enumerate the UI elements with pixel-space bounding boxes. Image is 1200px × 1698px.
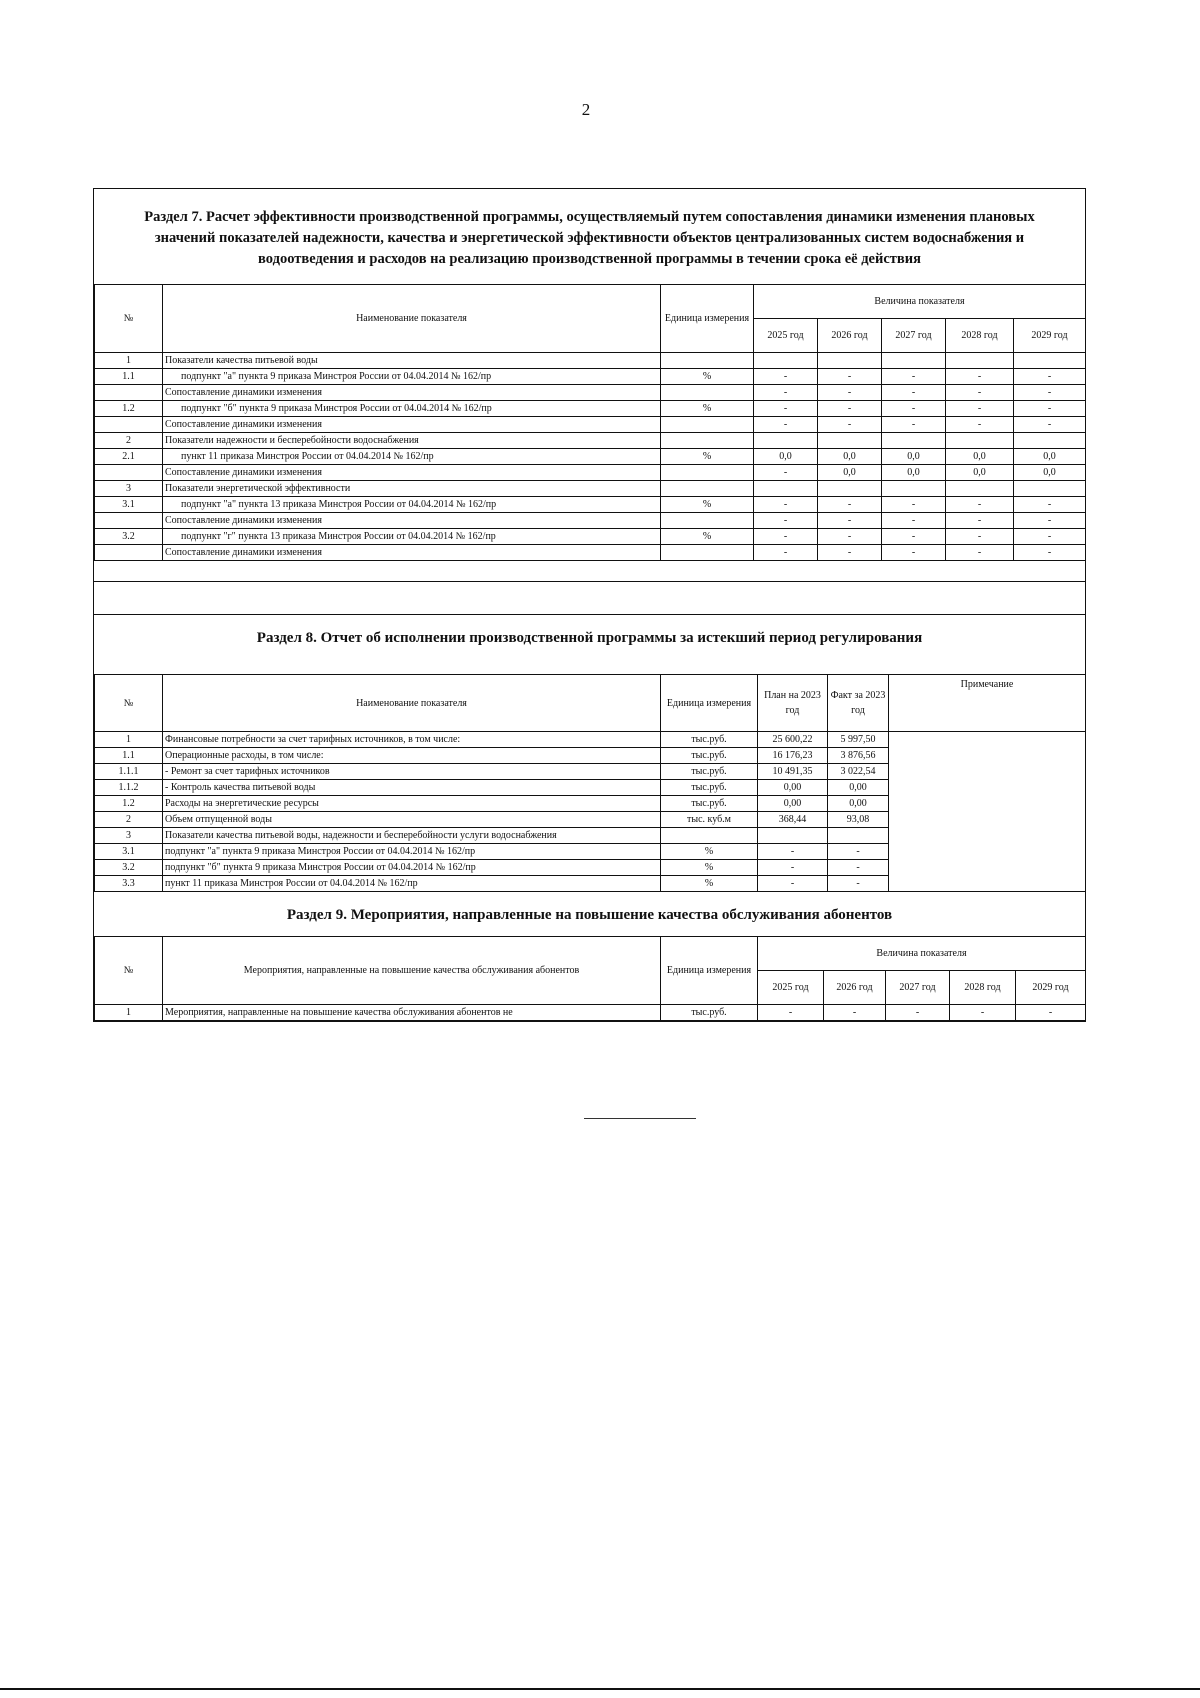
note-cell	[889, 732, 1086, 892]
year-header: 2028 год	[950, 971, 1016, 1005]
row-name: Сопоставление динамики изменения	[163, 545, 661, 561]
row-value: -	[754, 529, 818, 545]
row-unit	[661, 545, 754, 561]
row-value: -	[1014, 369, 1086, 385]
row-unit: тыс. куб.м	[661, 812, 758, 828]
table-row	[95, 433, 1086, 449]
table-row	[95, 449, 1086, 465]
row-value: -	[882, 497, 946, 513]
row-fact: -	[828, 860, 889, 876]
row-value: -	[818, 369, 882, 385]
row-value: -	[946, 513, 1014, 529]
col-name-header: Наименование показателя	[163, 285, 661, 353]
row-unit	[661, 828, 758, 844]
row-unit: %	[661, 844, 758, 860]
col-note-header: Примечание	[889, 675, 1086, 732]
section8-table	[94, 674, 1086, 892]
row-number: 3	[95, 481, 163, 497]
col-num-header: №	[95, 285, 163, 353]
row-unit: тыс.руб.	[661, 764, 758, 780]
page-bottom-rule	[0, 1688, 1200, 1690]
row-number	[95, 385, 163, 401]
row-unit	[661, 433, 754, 449]
row-name: Сопоставление динамики изменения	[163, 417, 661, 433]
row-fact: 93,08	[828, 812, 889, 828]
row-number: 3.3	[95, 876, 163, 892]
row-name: Объем отпущенной воды	[163, 812, 661, 828]
row-value: -	[754, 369, 818, 385]
row-plan: -	[758, 844, 828, 860]
row-value: -	[946, 497, 1014, 513]
row-plan	[758, 828, 828, 844]
row-value: -	[882, 385, 946, 401]
row-number: 1	[95, 1005, 163, 1021]
row-fact: 0,00	[828, 796, 889, 812]
col-name-header: Наименование показателя	[163, 675, 661, 732]
row-value: -	[754, 385, 818, 401]
row-number: 1.2	[95, 401, 163, 417]
row-value	[1014, 353, 1086, 369]
row-name: Сопоставление динамики изменения	[163, 513, 661, 529]
year-header: 2026 год	[818, 319, 882, 353]
table-row	[95, 545, 1086, 561]
row-value	[818, 353, 882, 369]
row-value: -	[946, 401, 1014, 417]
row-unit: тыс.руб.	[661, 780, 758, 796]
row-name: подпункт "а" пункта 9 приказа Минстроя России от 04.04.2014 № 162/пр	[163, 369, 661, 385]
row-value	[818, 433, 882, 449]
row-value: -	[818, 513, 882, 529]
year-header: 2029 год	[1016, 971, 1086, 1005]
row-name: Показатели качества питьевой воды, надежности и бесперебойности услуги водоснабжения	[163, 828, 661, 844]
section9-title: Раздел 9. Мероприятия, направленные на повышение качества обслуживания абонентов	[286, 907, 893, 923]
row-unit	[661, 353, 754, 369]
row-value	[946, 433, 1014, 449]
table-row	[95, 369, 1086, 385]
table-row	[95, 401, 1086, 417]
row-plan: 0,00	[758, 780, 828, 796]
page-number: 2	[581, 100, 591, 119]
col-num-header: №	[95, 675, 163, 732]
row-value: -	[1014, 401, 1086, 417]
row-fact	[828, 828, 889, 844]
col-fact-header: Факт за 2023 год	[828, 675, 889, 732]
row-fact: 3 876,56	[828, 748, 889, 764]
row-value: -	[882, 545, 946, 561]
row-unit	[661, 513, 754, 529]
row-value	[754, 433, 818, 449]
row-value	[818, 481, 882, 497]
row-value: -	[882, 529, 946, 545]
row-unit	[661, 481, 754, 497]
row-value	[1014, 433, 1086, 449]
row-unit: %	[661, 369, 754, 385]
table-row	[95, 385, 1086, 401]
row-value: -	[946, 369, 1014, 385]
section7-table	[94, 284, 1086, 561]
row-name: Финансовые потребности за счет тарифных источников, в том числе:	[163, 732, 661, 748]
row-value: -	[758, 1005, 824, 1021]
row-unit: %	[661, 529, 754, 545]
row-number: 1	[95, 353, 163, 369]
row-value: -	[754, 497, 818, 513]
col-unit-header: Единица измерения	[661, 937, 758, 1005]
row-name: Показатели качества питьевой воды	[163, 353, 661, 369]
row-value: -	[1014, 529, 1086, 545]
row-fact: -	[828, 876, 889, 892]
row-value	[946, 353, 1014, 369]
row-value	[754, 353, 818, 369]
row-value: 0,0	[1014, 449, 1086, 465]
row-number: 3.2	[95, 860, 163, 876]
row-name: Мероприятия, направленные на повышение качества обслуживания абонентов не	[163, 1005, 661, 1021]
row-unit: тыс.руб.	[661, 1005, 758, 1021]
row-number	[95, 513, 163, 529]
row-value: -	[882, 513, 946, 529]
row-value: -	[754, 401, 818, 417]
row-name: подпункт "а" пункта 9 приказа Минстроя России от 04.04.2014 № 162/пр	[163, 844, 661, 860]
year-header: 2028 год	[946, 319, 1014, 353]
row-value: -	[754, 465, 818, 481]
row-value: -	[882, 401, 946, 417]
row-value: -	[754, 513, 818, 529]
row-plan: -	[758, 860, 828, 876]
row-number: 3	[95, 828, 163, 844]
row-plan: 368,44	[758, 812, 828, 828]
row-value: -	[882, 417, 946, 433]
section8-title: Раздел 8. Отчет об исполнении производственной программы за истекший период регулирования	[256, 630, 923, 646]
row-value: 0,0	[754, 449, 818, 465]
table-row	[95, 417, 1086, 433]
row-value: 0,0	[818, 465, 882, 481]
row-number: 3.1	[95, 844, 163, 860]
row-name: Расходы на энергетические ресурсы	[163, 796, 661, 812]
row-value: -	[886, 1005, 950, 1021]
row-name: - Ремонт за счет тарифных источников	[163, 764, 661, 780]
row-plan: 25 600,22	[758, 732, 828, 748]
row-number: 1	[95, 732, 163, 748]
row-value: -	[824, 1005, 886, 1021]
table-row	[95, 353, 1086, 369]
row-value	[882, 353, 946, 369]
row-number: 1.1.2	[95, 780, 163, 796]
section9-table	[94, 936, 1086, 1021]
row-value: -	[754, 545, 818, 561]
row-value: -	[1014, 417, 1086, 433]
row-number: 3.2	[95, 529, 163, 545]
col-unit-header: Единица измерения	[661, 675, 758, 732]
section7-title: Раздел 7. Расчет эффективности производственной программы, осуществляемый путем сопоставления динамики изменения плановых значений показателей надежности, качества и энергетической эффективности объектов централизованных систем водоснабжения и водоотведения и расходов на реализацию производственной программы в течении срока её действия	[144, 209, 1035, 267]
row-value: -	[950, 1005, 1016, 1021]
year-header: 2025 год	[754, 319, 818, 353]
row-value: -	[818, 529, 882, 545]
row-unit: %	[661, 876, 758, 892]
row-value: -	[946, 529, 1014, 545]
row-value: -	[946, 417, 1014, 433]
section-divider	[94, 581, 1085, 582]
col-name-header: Мероприятия, направленные на повышение качества обслуживания абонентов	[163, 937, 661, 1005]
row-name: Операционные расходы, в том числе:	[163, 748, 661, 764]
col-plan-header: План на 2023 год	[758, 675, 828, 732]
row-value: -	[946, 545, 1014, 561]
row-unit: тыс.руб.	[661, 748, 758, 764]
row-name: подпункт "а" пункта 13 приказа Минстроя России от 04.04.2014 № 162/пр	[163, 497, 661, 513]
row-value: -	[818, 385, 882, 401]
row-value: -	[1016, 1005, 1086, 1021]
row-value: 0,0	[882, 449, 946, 465]
row-fact: 0,00	[828, 780, 889, 796]
row-number: 1.2	[95, 796, 163, 812]
row-unit: тыс.руб.	[661, 732, 758, 748]
row-number: 3.1	[95, 497, 163, 513]
document-frame	[93, 188, 1086, 1022]
row-unit	[661, 385, 754, 401]
row-plan: -	[758, 876, 828, 892]
table-row	[95, 497, 1086, 513]
row-fact: 3 022,54	[828, 764, 889, 780]
row-plan: 0,00	[758, 796, 828, 812]
row-number: 1.1	[95, 369, 163, 385]
row-name: - Контроль качества питьевой воды	[163, 780, 661, 796]
row-unit: %	[661, 860, 758, 876]
year-header: 2029 год	[1014, 319, 1086, 353]
row-value: 0,0	[882, 465, 946, 481]
row-value: -	[818, 401, 882, 417]
row-plan: 16 176,23	[758, 748, 828, 764]
row-unit	[661, 417, 754, 433]
row-value: -	[946, 385, 1014, 401]
row-value	[882, 433, 946, 449]
row-value	[882, 481, 946, 497]
row-value: -	[818, 417, 882, 433]
row-number: 1.1	[95, 748, 163, 764]
row-name: Показатели энергетической эффективности	[163, 481, 661, 497]
row-number	[95, 417, 163, 433]
row-value: -	[754, 417, 818, 433]
row-unit: %	[661, 401, 754, 417]
row-value	[1014, 481, 1086, 497]
row-value: 0,0	[818, 449, 882, 465]
row-value: -	[882, 369, 946, 385]
year-header: 2025 год	[758, 971, 824, 1005]
row-value: -	[1014, 385, 1086, 401]
col-unit-header: Единица измерения	[661, 285, 754, 353]
row-number	[95, 545, 163, 561]
year-header: 2027 год	[886, 971, 950, 1005]
row-fact: -	[828, 844, 889, 860]
row-name: подпункт "б" пункта 9 приказа Минстроя России от 04.04.2014 № 162/пр	[163, 401, 661, 417]
row-name: Сопоставление динамики изменения	[163, 465, 661, 481]
table-row	[95, 513, 1086, 529]
row-value: -	[1014, 513, 1086, 529]
row-name: Показатели надежности и бесперебойности водоснабжения	[163, 433, 661, 449]
row-value: -	[818, 497, 882, 513]
row-value: 0,0	[1014, 465, 1086, 481]
col-num-header: №	[95, 937, 163, 1005]
table-row	[95, 1005, 1086, 1021]
table-row	[95, 465, 1086, 481]
row-fact: 5 997,50	[828, 732, 889, 748]
row-value: -	[818, 545, 882, 561]
row-unit: %	[661, 497, 754, 513]
row-name: подпункт "б" пункта 9 приказа Минстроя России от 04.04.2014 № 162/пр	[163, 860, 661, 876]
year-header: 2027 год	[882, 319, 946, 353]
row-value	[754, 481, 818, 497]
row-number: 2.1	[95, 449, 163, 465]
row-plan: 10 491,35	[758, 764, 828, 780]
row-number: 2	[95, 433, 163, 449]
table-row	[95, 529, 1086, 545]
row-number: 2	[95, 812, 163, 828]
year-header: 2026 год	[824, 971, 886, 1005]
row-number	[95, 465, 163, 481]
row-number: 1.1.1	[95, 764, 163, 780]
table-row	[95, 732, 1086, 748]
row-value: -	[1014, 545, 1086, 561]
row-unit: %	[661, 449, 754, 465]
row-unit: тыс.руб.	[661, 796, 758, 812]
row-name: пункт 11 приказа Минстроя России от 04.04.2014 № 162/пр	[163, 449, 661, 465]
table-row	[95, 481, 1086, 497]
col-value-header: Величина показателя	[754, 285, 1086, 319]
row-unit	[661, 465, 754, 481]
row-value: 0,0	[946, 449, 1014, 465]
row-name: Сопоставление динамики изменения	[163, 385, 661, 401]
row-value: -	[1014, 497, 1086, 513]
row-value: 0,0	[946, 465, 1014, 481]
signature-line	[584, 1118, 696, 1119]
row-name: подпункт "г" пункта 13 приказа Минстроя России от 04.04.2014 № 162/пр	[163, 529, 661, 545]
section-divider	[94, 614, 1085, 615]
col-value-header: Величина показателя	[758, 937, 1086, 971]
row-value	[946, 481, 1014, 497]
row-name: пункт 11 приказа Минстроя России от 04.04.2014 № 162/пр	[163, 876, 661, 892]
